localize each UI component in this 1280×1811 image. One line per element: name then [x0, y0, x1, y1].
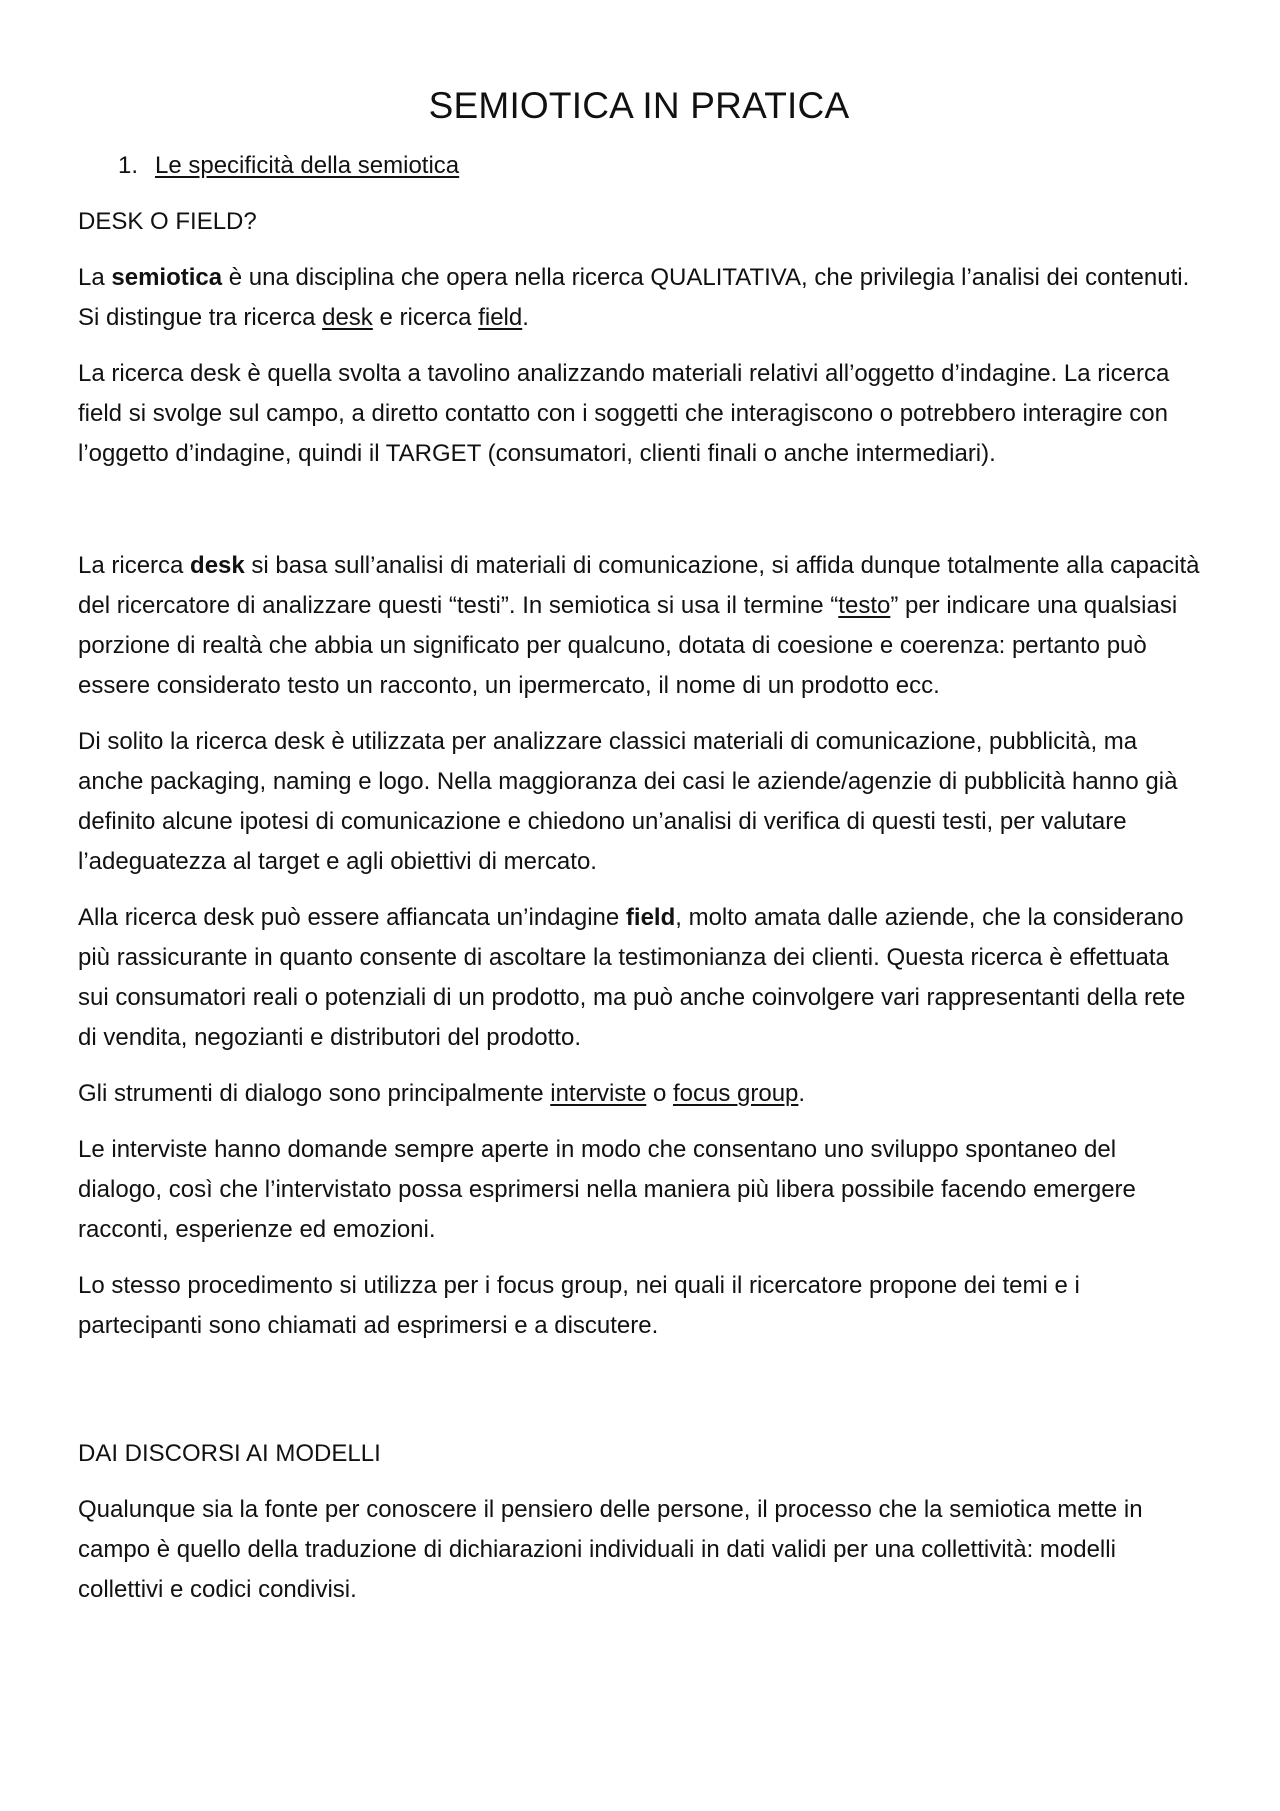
p1-bold-semiotica: semiotica: [111, 264, 223, 292]
paragraph-4: Di solito la ricerca desk è utilizzata per analizzare classici materiali di comunicazione, pubblicità, ma anche packaging, naming e logo. Nella maggioranza dei casi le aziende/agenzie di pubblicità hanno già definito alcune ipotesi di comunicazione e chiedono un’analisi di verifica di questi testi, per valutare l’adeguatezza al target e agli obiettivi di mercato.: [78, 728, 1178, 876]
p5-text-a: Alla ricerca desk può essere affiancata un’indagine: [78, 904, 626, 932]
p3-underline-testo: testo: [838, 592, 891, 620]
p6-text-a: Gli strumenti di dialogo sono principalmente: [78, 1080, 551, 1108]
p3-text-a: La ricerca: [78, 552, 191, 580]
p3-text-c: si basa sull’analisi di materiali di comunicazione, si affida dunque totalmente alla capacità del ricercatore di analizzare questi “testi”. In semiotica si usa il termine “: [78, 552, 1200, 620]
p5-bold-field: field: [625, 904, 676, 932]
list-number: 1.: [118, 152, 139, 180]
p3-bold-desk: desk: [190, 552, 245, 580]
paragraph-6: [78, 1074, 1200, 1114]
p1-text-a: La: [78, 264, 112, 292]
p1-underline-desk: desk: [322, 304, 373, 332]
p1-underline-field: field: [478, 304, 523, 332]
paragraph-3: [78, 546, 1200, 706]
paragraph-8: Lo stesso procedimento si utilizza per i focus group, nei quali il ricercatore propone dei temi e i partecipanti sono chiamati ad esprimersi e a discutere.: [78, 1272, 1080, 1340]
blank-line-2: [78, 1362, 1200, 1434]
paragraph-9: Qualunque sia la fonte per conoscere il pensiero delle persone, il processo che la semiotica mette in campo è quello della traduzione di dichiarazioni individuali in dati validi per una collettività: modelli collettivi e codici condivisi.: [78, 1496, 1143, 1604]
p6-underline-interviste: interviste: [550, 1080, 647, 1108]
paragraph-1: [78, 258, 1200, 338]
paragraph-7: Le interviste hanno domande sempre aperte in modo che consentano uno sviluppo spontaneo del dialogo, così che l’intervistato possa esprimersi nella maniera più libera possibile facendo emergere racconti, esperienze ed emozioni.: [78, 1136, 1136, 1244]
paragraph-2: La ricerca desk è quella svolta a tavolino analizzando materiali relativi all’oggetto d’indagine. La ricerca field si svolge sul campo, a diretto contatto con i soggetti che interagiscono o potrebbero interagire con l’oggetto d’indagine, quindi il TARGET (consumatori, clienti finali o anche intermediari).: [78, 360, 1170, 468]
p6-underline-focus-group: focus group: [672, 1080, 799, 1108]
p6-text-b: o: [646, 1080, 673, 1108]
page-title: SEMIOTICA IN PRATICA: [428, 85, 850, 126]
section-heading-modelli: DAI DISCORSI AI MODELLI: [78, 1440, 381, 1468]
p1-text-e: .: [522, 304, 529, 332]
p3-text-d: ” per indicare una qualsiasi porzione di realtà che abbia un significato per qualcuno, dotata di coesione e coerenza: pertanto può essere considerato testo un racconto, un ipermercato, il nome di un prodotto ecc.: [78, 592, 1178, 700]
p1-text-c: è una disciplina che opera nella ricerca QUALITATIVA, che privilegia l’analisi dei contenuti. Si distingue tra ricerca: [78, 264, 1190, 332]
numbered-list-item: [118, 146, 1200, 186]
section-heading-desk-field: DESK O FIELD?: [78, 208, 257, 236]
paragraph-5: [78, 898, 1200, 1058]
p6-text-c: .: [798, 1080, 806, 1108]
blank-line: [78, 490, 1200, 546]
list-item-text: Le specificità della semiotica: [155, 152, 460, 180]
p5-text-c: , molto amata dalle aziende, che la considerano più rassicurante in quanto consente di ascoltare la testimonianza dei clienti. Questa ricerca è effettuata sui consumatori reali o potenziali di un prodotto, ma può anche coinvolgere vari rappresentanti della rete di vendita, negozianti e distributori del prodotto.: [78, 904, 1186, 1052]
p1-text-d: e ricerca: [372, 304, 479, 332]
